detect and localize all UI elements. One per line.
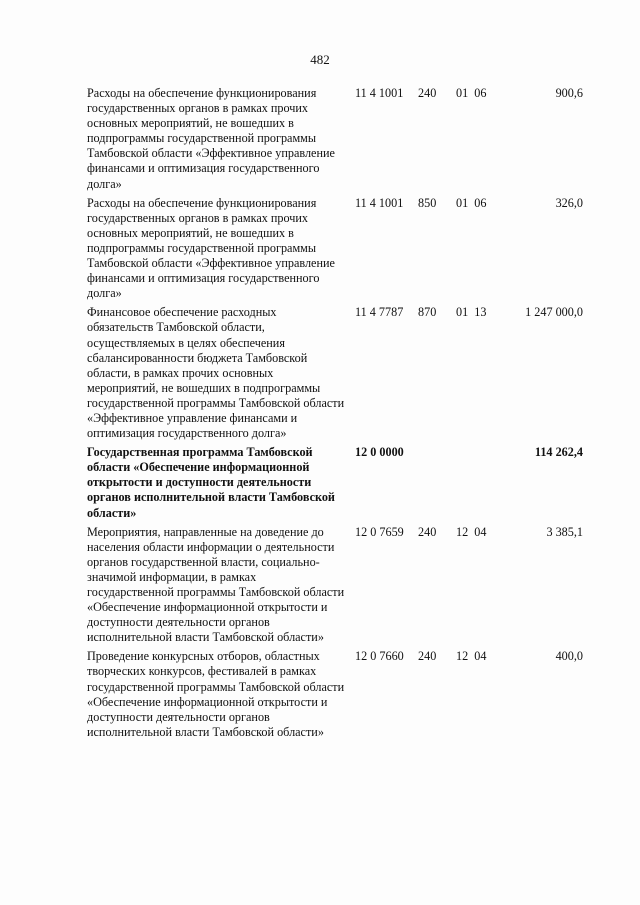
row-name: Мероприятия, направленные на доведение до населения области информации о деятельности органов государственной власти, социально-значимой информации, в рамках государственной программы Тамбовской области «Обеспечение информационной открытости и доступности деятельности органов исполнительной власти Тамбовской области» [87, 524, 345, 645]
row-rz: 01 06 [456, 86, 487, 100]
row-code: 11 4 7787 [355, 305, 404, 320]
row-amount: 3 385,1 [546, 524, 583, 539]
table-row [0, 649, 640, 740]
table-row [0, 196, 640, 302]
row-rz: 12 04 [456, 649, 487, 664]
row-separator [0, 740, 640, 744]
table-row [0, 445, 640, 520]
row-code: 12 0 0000 [355, 445, 404, 460]
row-rz: 01 13 [456, 305, 487, 320]
row-vr: 240 [418, 86, 437, 100]
table-row [0, 305, 640, 441]
row-amount: 114 262,4 [534, 445, 583, 460]
row-name: Расходы на обеспечение функционирования государственных органов в рамках прочих основных мероприятий, не вошедших в подпрограммы государственной программы Тамбовской области «Эффективное управление финансами и оптимизация государственного долга» [87, 195, 335, 301]
row-amount: 400,0 [555, 649, 583, 664]
budget-table [0, 86, 640, 744]
row-name: Государственная программа Тамбовской области «Обеспечение информационной открытости и доступности деятельности органов исполнительной власти Тамбовской области» [87, 445, 335, 520]
row-rz: 12 04 [456, 524, 487, 539]
table-row [0, 86, 640, 192]
row-vr: 870 [418, 305, 437, 320]
row-name: Финансовое обеспечение расходных обязательств Тамбовской области, осуществляемых в целях обеспечения сбалансированности бюджета Тамбовской области, в рамках прочих основных мероприятий, не вошедших в подпрограммы государственной программы Тамбовской области «Эффективное управление финансами и оптимизация государственного долга» [87, 305, 345, 441]
row-vr: 850 [418, 195, 437, 210]
row-vr: 240 [418, 649, 437, 664]
page-number: 482 [310, 52, 330, 67]
row-code: 12 0 7660 [355, 649, 404, 664]
row-vr: 240 [418, 524, 437, 539]
row-amount: 326,0 [555, 195, 583, 210]
row-name: Расходы на обеспечение функционирования государственных органов в рамках прочих основных мероприятий, не вошедших в подпрограммы государственной программы Тамбовской области «Эффективное управление финансами и оптимизация государственного долга» [87, 86, 335, 191]
row-rz: 01 06 [456, 195, 487, 210]
row-amount: 1 247 000,0 [525, 305, 583, 320]
row-amount: 900,6 [555, 86, 583, 100]
row-name: Проведение конкурсных отборов, областных творческих конкурсов, фестивалей в рамках государственной программы Тамбовской области «Обеспечение информационной открытости и доступности деятельности органов исполнительной власти Тамбовской области» [87, 649, 345, 739]
row-code: 11 4 1001 [355, 195, 404, 210]
row-code: 11 4 1001 [355, 86, 404, 100]
table-row [0, 525, 640, 646]
row-code: 12 0 7659 [355, 524, 404, 539]
